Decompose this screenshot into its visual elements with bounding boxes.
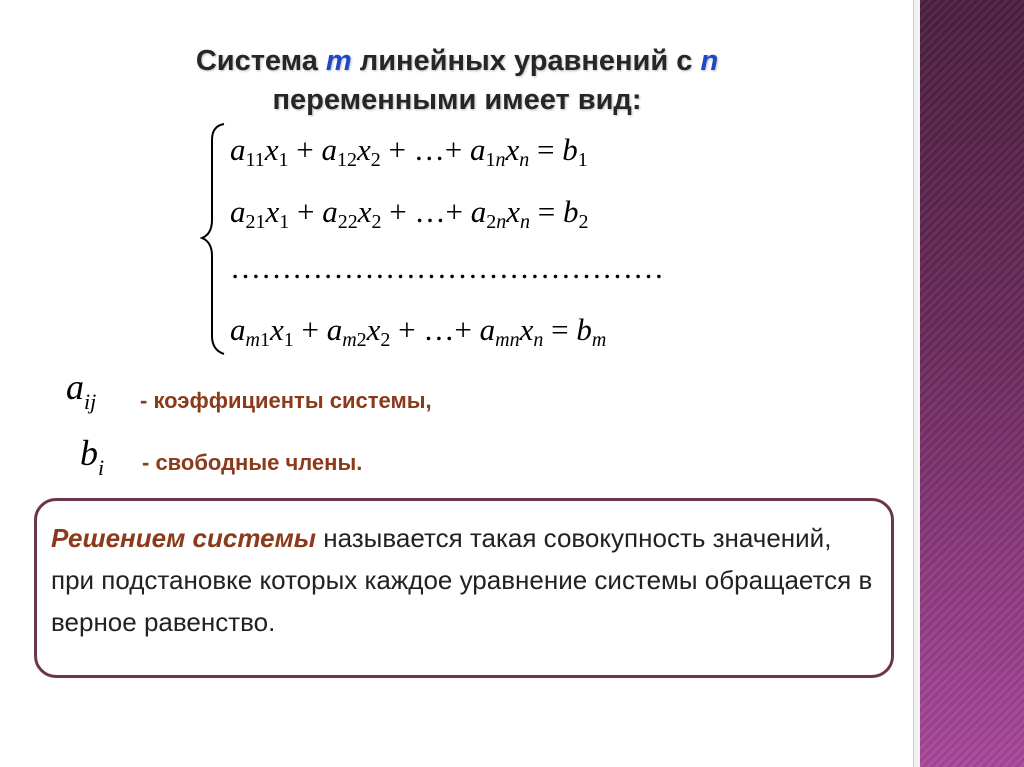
free-term-symbol	[80, 432, 104, 481]
free-term-symbol-sub: i	[98, 455, 105, 480]
title-mid: линейных уравнений с	[359, 45, 693, 77]
definition-body: называется такая совокупность значений, при подстановке которых каждое уравнение системы обращается в верное равенство.	[51, 523, 873, 637]
coefficient-symbol-sub: ij	[84, 389, 97, 414]
coefficient-symbol	[66, 366, 96, 415]
left-brace	[200, 120, 230, 360]
definition-text	[51, 517, 881, 643]
decorative-side-panel	[920, 0, 1024, 767]
definition-term: Решением системы	[51, 523, 317, 553]
equation-ellipsis-row: ……………………………………	[230, 250, 664, 285]
coefficient-symbol-letter: a	[66, 367, 84, 407]
slide-title-line1	[0, 45, 914, 78]
equation-row-2: $a_{21}x_1 + a_{22}x_2$ + …+ $a_{2n}x_n = b_2$	[230, 194, 589, 233]
equation-row-1: $a_{11}x_1 + a_{12}x_2$ + …+ $a_{1n}x_n = b_1$	[230, 132, 588, 171]
title-var-n: n	[700, 45, 719, 77]
free-term-description: - свободные члены.	[142, 450, 363, 475]
definition-box	[34, 498, 894, 678]
equation-system	[200, 120, 740, 360]
equation-row-m: $a_{m1}x_1 + a_{m2}x_2$ + …+ $a_{mn}x_n = b_m$	[230, 312, 607, 351]
slide-title-line2: переменными имеет вид:	[272, 84, 642, 116]
free-term-symbol-letter: b	[80, 433, 98, 473]
title-word: Система	[195, 45, 318, 77]
coefficient-description: - коэффициенты системы,	[140, 388, 432, 413]
title-var-m: m	[325, 45, 352, 77]
